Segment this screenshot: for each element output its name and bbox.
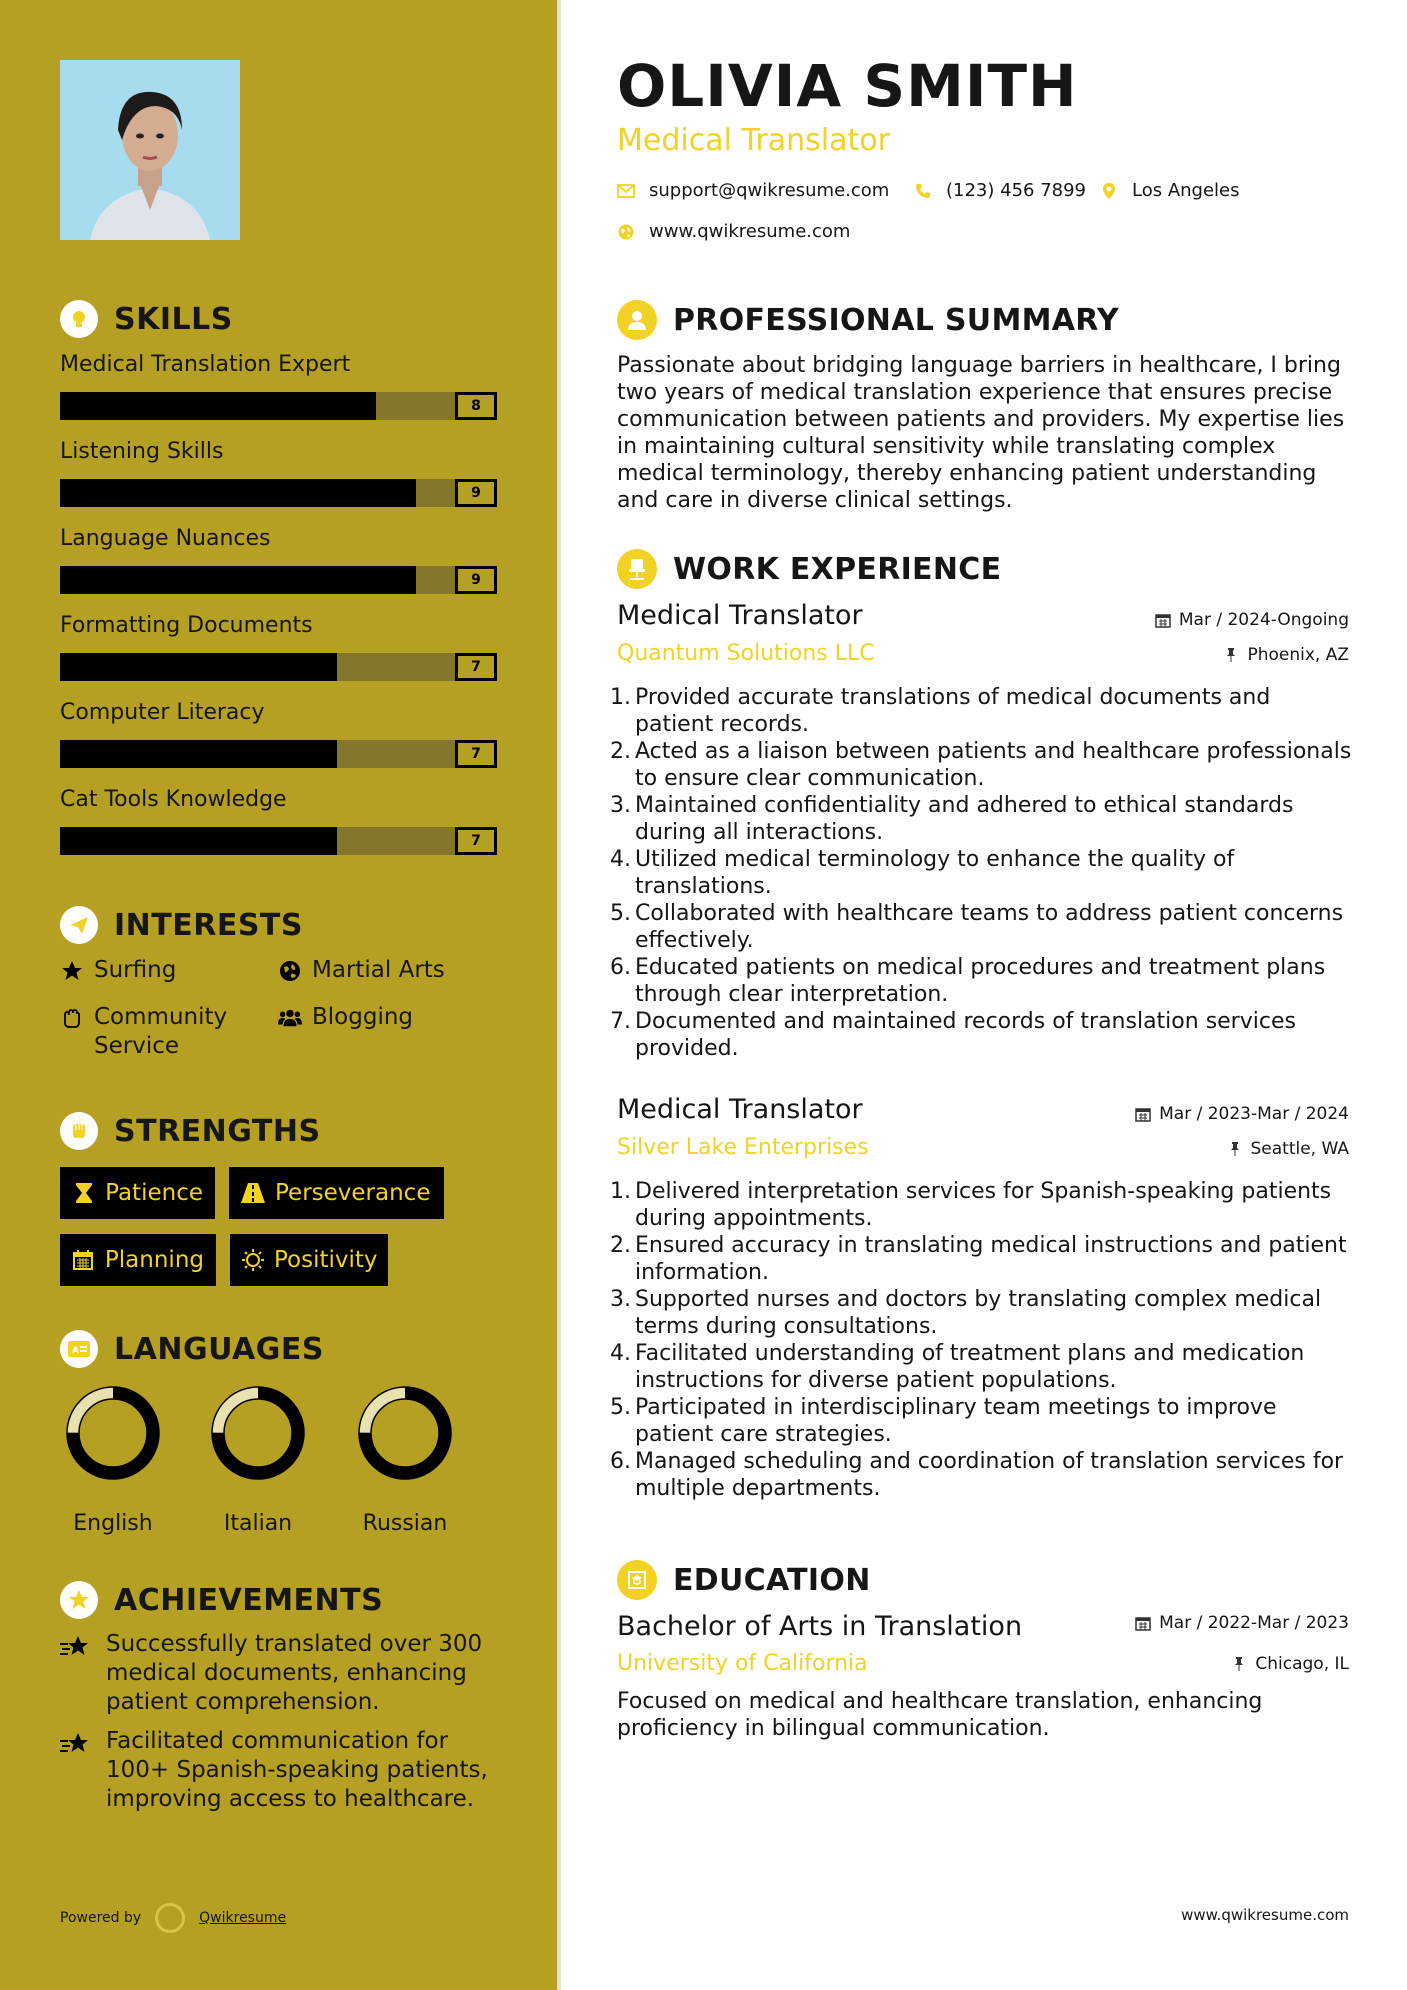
candidate-name: OLIVIA SMITH bbox=[617, 52, 1078, 120]
job-company: Quantum Solutions LLC bbox=[617, 641, 875, 666]
phone-icon bbox=[914, 182, 932, 200]
skills-heading bbox=[60, 300, 233, 338]
education-description: Focused on medical and healthcare translation, enhancing proficiency in bilingual communication. bbox=[617, 1689, 1263, 1741]
strength-badge bbox=[60, 1234, 216, 1286]
skill-bar bbox=[60, 827, 497, 855]
skill-label: Cat Tools Knowledge bbox=[60, 787, 287, 812]
job-date bbox=[1135, 1104, 1349, 1124]
website-text: www.qwikresume.com bbox=[649, 221, 851, 242]
list-item: 6. Managed scheduling and coordination of translation services for multiple departments. bbox=[610, 1449, 1344, 1501]
star-badge-icon bbox=[60, 1581, 98, 1619]
skill-bar bbox=[60, 392, 497, 420]
contact-location bbox=[1100, 180, 1240, 201]
strengths-heading bbox=[60, 1112, 321, 1150]
job-location bbox=[1223, 645, 1349, 665]
interest-label: Community Service bbox=[94, 1004, 228, 1059]
job-location-text: Seattle, WA bbox=[1250, 1139, 1349, 1159]
job-date-text: Mar / 2023-Mar / 2024 bbox=[1159, 1104, 1349, 1124]
degree-title: Bachelor of Arts in Translation bbox=[617, 1611, 1023, 1642]
strengths-title: STRENGTHS bbox=[114, 1113, 321, 1149]
job-duties-list bbox=[610, 1178, 1355, 1502]
strength-label: Patience bbox=[105, 1180, 203, 1206]
skill-score: 9 bbox=[455, 566, 497, 594]
skill-bar bbox=[60, 566, 497, 594]
skill-fill bbox=[60, 566, 416, 594]
skill-score: 9 bbox=[455, 479, 497, 507]
job-location bbox=[1227, 1139, 1350, 1159]
strength-label: Positivity bbox=[274, 1247, 378, 1273]
interest-item bbox=[278, 956, 445, 985]
interest-label: Blogging bbox=[312, 1004, 414, 1030]
user-icon bbox=[617, 300, 657, 340]
language-item bbox=[198, 1385, 318, 1536]
skill-label: Medical Translation Expert bbox=[60, 352, 351, 377]
strength-badge bbox=[230, 1234, 388, 1286]
list-item: 4. Facilitated understanding of treatment plans and medication instructions for diverse patient populations. bbox=[610, 1341, 1305, 1393]
education-date-text: Mar / 2022-Mar / 2023 bbox=[1159, 1613, 1349, 1633]
skill-label: Language Nuances bbox=[60, 526, 271, 551]
list-item: 7. Documented and maintained records of translation services provided. bbox=[610, 1009, 1296, 1061]
map-pin-icon bbox=[1100, 182, 1118, 200]
skill-score: 7 bbox=[455, 740, 497, 768]
achievement-text: Successfully translated over 300 medical documents, enhancing patient comprehension. bbox=[106, 1631, 483, 1715]
svg-text:A: A bbox=[72, 1346, 79, 1356]
shooting-star-icon bbox=[60, 1632, 92, 1662]
skill-label: Formatting Documents bbox=[60, 613, 313, 638]
achievement-item bbox=[60, 1630, 500, 1717]
strength-label: Perseverance bbox=[275, 1180, 431, 1206]
language-icon bbox=[60, 1330, 98, 1368]
skills-title: SKILLS bbox=[114, 301, 233, 337]
interest-item bbox=[278, 1003, 413, 1032]
job-location-text: Phoenix, AZ bbox=[1247, 645, 1349, 665]
users-icon bbox=[278, 1003, 302, 1032]
interest-item bbox=[60, 1003, 260, 1061]
skill-bar bbox=[60, 653, 497, 681]
list-item: 2. Ensured accuracy in translating medical instructions and patient information. bbox=[610, 1233, 1347, 1285]
education-location bbox=[1231, 1654, 1349, 1674]
road-icon bbox=[241, 1181, 265, 1205]
skill-fill bbox=[60, 653, 337, 681]
skill-score: 7 bbox=[455, 653, 497, 681]
calendar-icon bbox=[1135, 1106, 1151, 1122]
calendar-icon bbox=[1155, 612, 1171, 628]
strength-badge bbox=[60, 1167, 215, 1219]
list-item: 2. Acted as a liaison between patients and healthcare professionals to ensure clear communication. bbox=[610, 739, 1352, 791]
skill-label: Computer Literacy bbox=[60, 700, 265, 725]
summary-heading bbox=[617, 300, 1119, 340]
job-duties-list bbox=[610, 684, 1355, 1062]
summary-title: PROFESSIONAL SUMMARY bbox=[673, 302, 1120, 338]
contact-email[interactable] bbox=[617, 180, 889, 201]
qwikresume-logo-icon bbox=[155, 1903, 185, 1933]
interest-label: Surfing bbox=[94, 957, 177, 983]
interest-item bbox=[60, 956, 176, 985]
list-item: 3. Maintained confidentiality and adhered to ethical standards during all interactions. bbox=[610, 793, 1294, 845]
language-item bbox=[345, 1385, 465, 1536]
powered-by bbox=[60, 1903, 286, 1933]
list-item: 5. Participated in interdisciplinary team meetings to improve patient care strategies. bbox=[610, 1395, 1277, 1447]
strength-badge bbox=[229, 1167, 444, 1219]
languages-heading bbox=[60, 1330, 324, 1368]
skill-fill bbox=[60, 740, 337, 768]
pushpin-icon bbox=[1231, 1656, 1247, 1672]
education-heading bbox=[617, 1560, 871, 1600]
skill-label: Listening Skills bbox=[60, 439, 224, 464]
list-item: 1. Provided accurate translations of medical documents and patient records. bbox=[610, 685, 1271, 737]
interests-heading bbox=[60, 906, 303, 944]
language-ring bbox=[65, 1385, 161, 1481]
globe-icon bbox=[278, 956, 302, 985]
contact-phone[interactable] bbox=[914, 180, 1086, 201]
candidate-role: Medical Translator bbox=[617, 123, 890, 158]
sidebar bbox=[0, 0, 557, 1990]
globe-icon bbox=[617, 223, 635, 241]
skill-bar bbox=[60, 740, 497, 768]
office-chair-icon bbox=[617, 549, 657, 589]
sidebar-divider bbox=[557, 0, 561, 1990]
job-title: Medical Translator bbox=[617, 600, 863, 631]
education-location-text: Chicago, IL bbox=[1255, 1654, 1349, 1674]
job-title: Medical Translator bbox=[617, 1094, 863, 1125]
achievements-title: ACHIEVEMENTS bbox=[114, 1582, 384, 1618]
achievement-text: Facilitated communication for 100+ Spanish-speaking patients, improving access to healthcare. bbox=[106, 1728, 488, 1812]
list-item: 5. Collaborated with healthcare teams to address patient concerns effectively. bbox=[610, 901, 1344, 953]
footer-website[interactable]: www.qwikresume.com bbox=[1181, 1906, 1349, 1924]
experience-title: WORK EXPERIENCE bbox=[673, 551, 1002, 587]
achievements-heading bbox=[60, 1581, 383, 1619]
language-ring bbox=[210, 1385, 306, 1481]
qwikresume-link[interactable]: Qwikresume bbox=[199, 1910, 287, 1926]
skill-score: 8 bbox=[455, 392, 497, 420]
profile-photo bbox=[60, 60, 240, 240]
experience-heading bbox=[617, 549, 1001, 589]
skill-score: 7 bbox=[455, 827, 497, 855]
email-text: support@qwikresume.com bbox=[649, 180, 890, 201]
education-date bbox=[1135, 1613, 1349, 1633]
interest-label: Martial Arts bbox=[312, 957, 445, 983]
achievement-item bbox=[60, 1727, 500, 1814]
skill-fill bbox=[60, 392, 376, 420]
language-ring bbox=[357, 1385, 453, 1481]
skill-fill bbox=[60, 827, 337, 855]
calendar-icon bbox=[1135, 1615, 1151, 1631]
star-icon bbox=[60, 956, 84, 985]
job-company: Silver Lake Enterprises bbox=[617, 1135, 869, 1160]
education-title: EDUCATION bbox=[673, 1562, 871, 1598]
phone-text: (123) 456 7899 bbox=[946, 180, 1087, 201]
list-item: 1. Delivered interpretation services for Spanish-speaking patients during appointments. bbox=[610, 1179, 1332, 1231]
interests-title: INTERESTS bbox=[114, 907, 303, 943]
shooting-star-icon bbox=[60, 1729, 92, 1759]
language-label: Italian bbox=[223, 1511, 293, 1536]
sun-icon bbox=[242, 1248, 264, 1272]
contact-website[interactable] bbox=[617, 221, 850, 242]
language-label: English bbox=[73, 1511, 153, 1536]
hourglass-icon bbox=[72, 1181, 95, 1205]
language-label: Russian bbox=[362, 1511, 448, 1536]
school-name: University of California bbox=[617, 1651, 868, 1676]
fist-icon bbox=[60, 1112, 98, 1150]
calendar-icon bbox=[72, 1248, 95, 1272]
languages-title: LANGUAGES bbox=[114, 1331, 324, 1367]
language-item bbox=[53, 1385, 173, 1536]
pushpin-icon bbox=[1223, 647, 1239, 663]
paper-plane-icon bbox=[60, 906, 98, 944]
list-item: 6. Educated patients on medical procedures and treatment plans through clear interpretation. bbox=[610, 955, 1326, 1007]
job-date bbox=[1155, 610, 1349, 630]
strength-label: Planning bbox=[104, 1247, 204, 1273]
pushpin-icon bbox=[1227, 1141, 1243, 1157]
graduation-icon bbox=[617, 1560, 657, 1600]
job-date-text: Mar / 2024-Ongoing bbox=[1178, 610, 1349, 630]
lightbulb-icon bbox=[60, 300, 98, 338]
envelope-icon bbox=[617, 182, 635, 200]
summary-text: Passionate about bridging language barriers in healthcare, I bring two years of medical translation experience that ensures precise communication between patients and providers. My expertise lies in maintaining cultural sensitivity while translating complex medical terminology, thereby enhancing patient understanding and care in diverse clinical settings. bbox=[617, 353, 1345, 513]
skill-bar bbox=[60, 479, 497, 507]
powered-label: Powered by bbox=[60, 1910, 142, 1926]
list-item: 4. Utilized medical terminology to enhance the quality of translations. bbox=[610, 847, 1235, 899]
hand-icon bbox=[60, 1003, 84, 1032]
skill-fill bbox=[60, 479, 416, 507]
location-text: Los Angeles bbox=[1132, 180, 1240, 201]
list-item: 3. Supported nurses and doctors by translating complex medical terms during consultations. bbox=[610, 1287, 1322, 1339]
